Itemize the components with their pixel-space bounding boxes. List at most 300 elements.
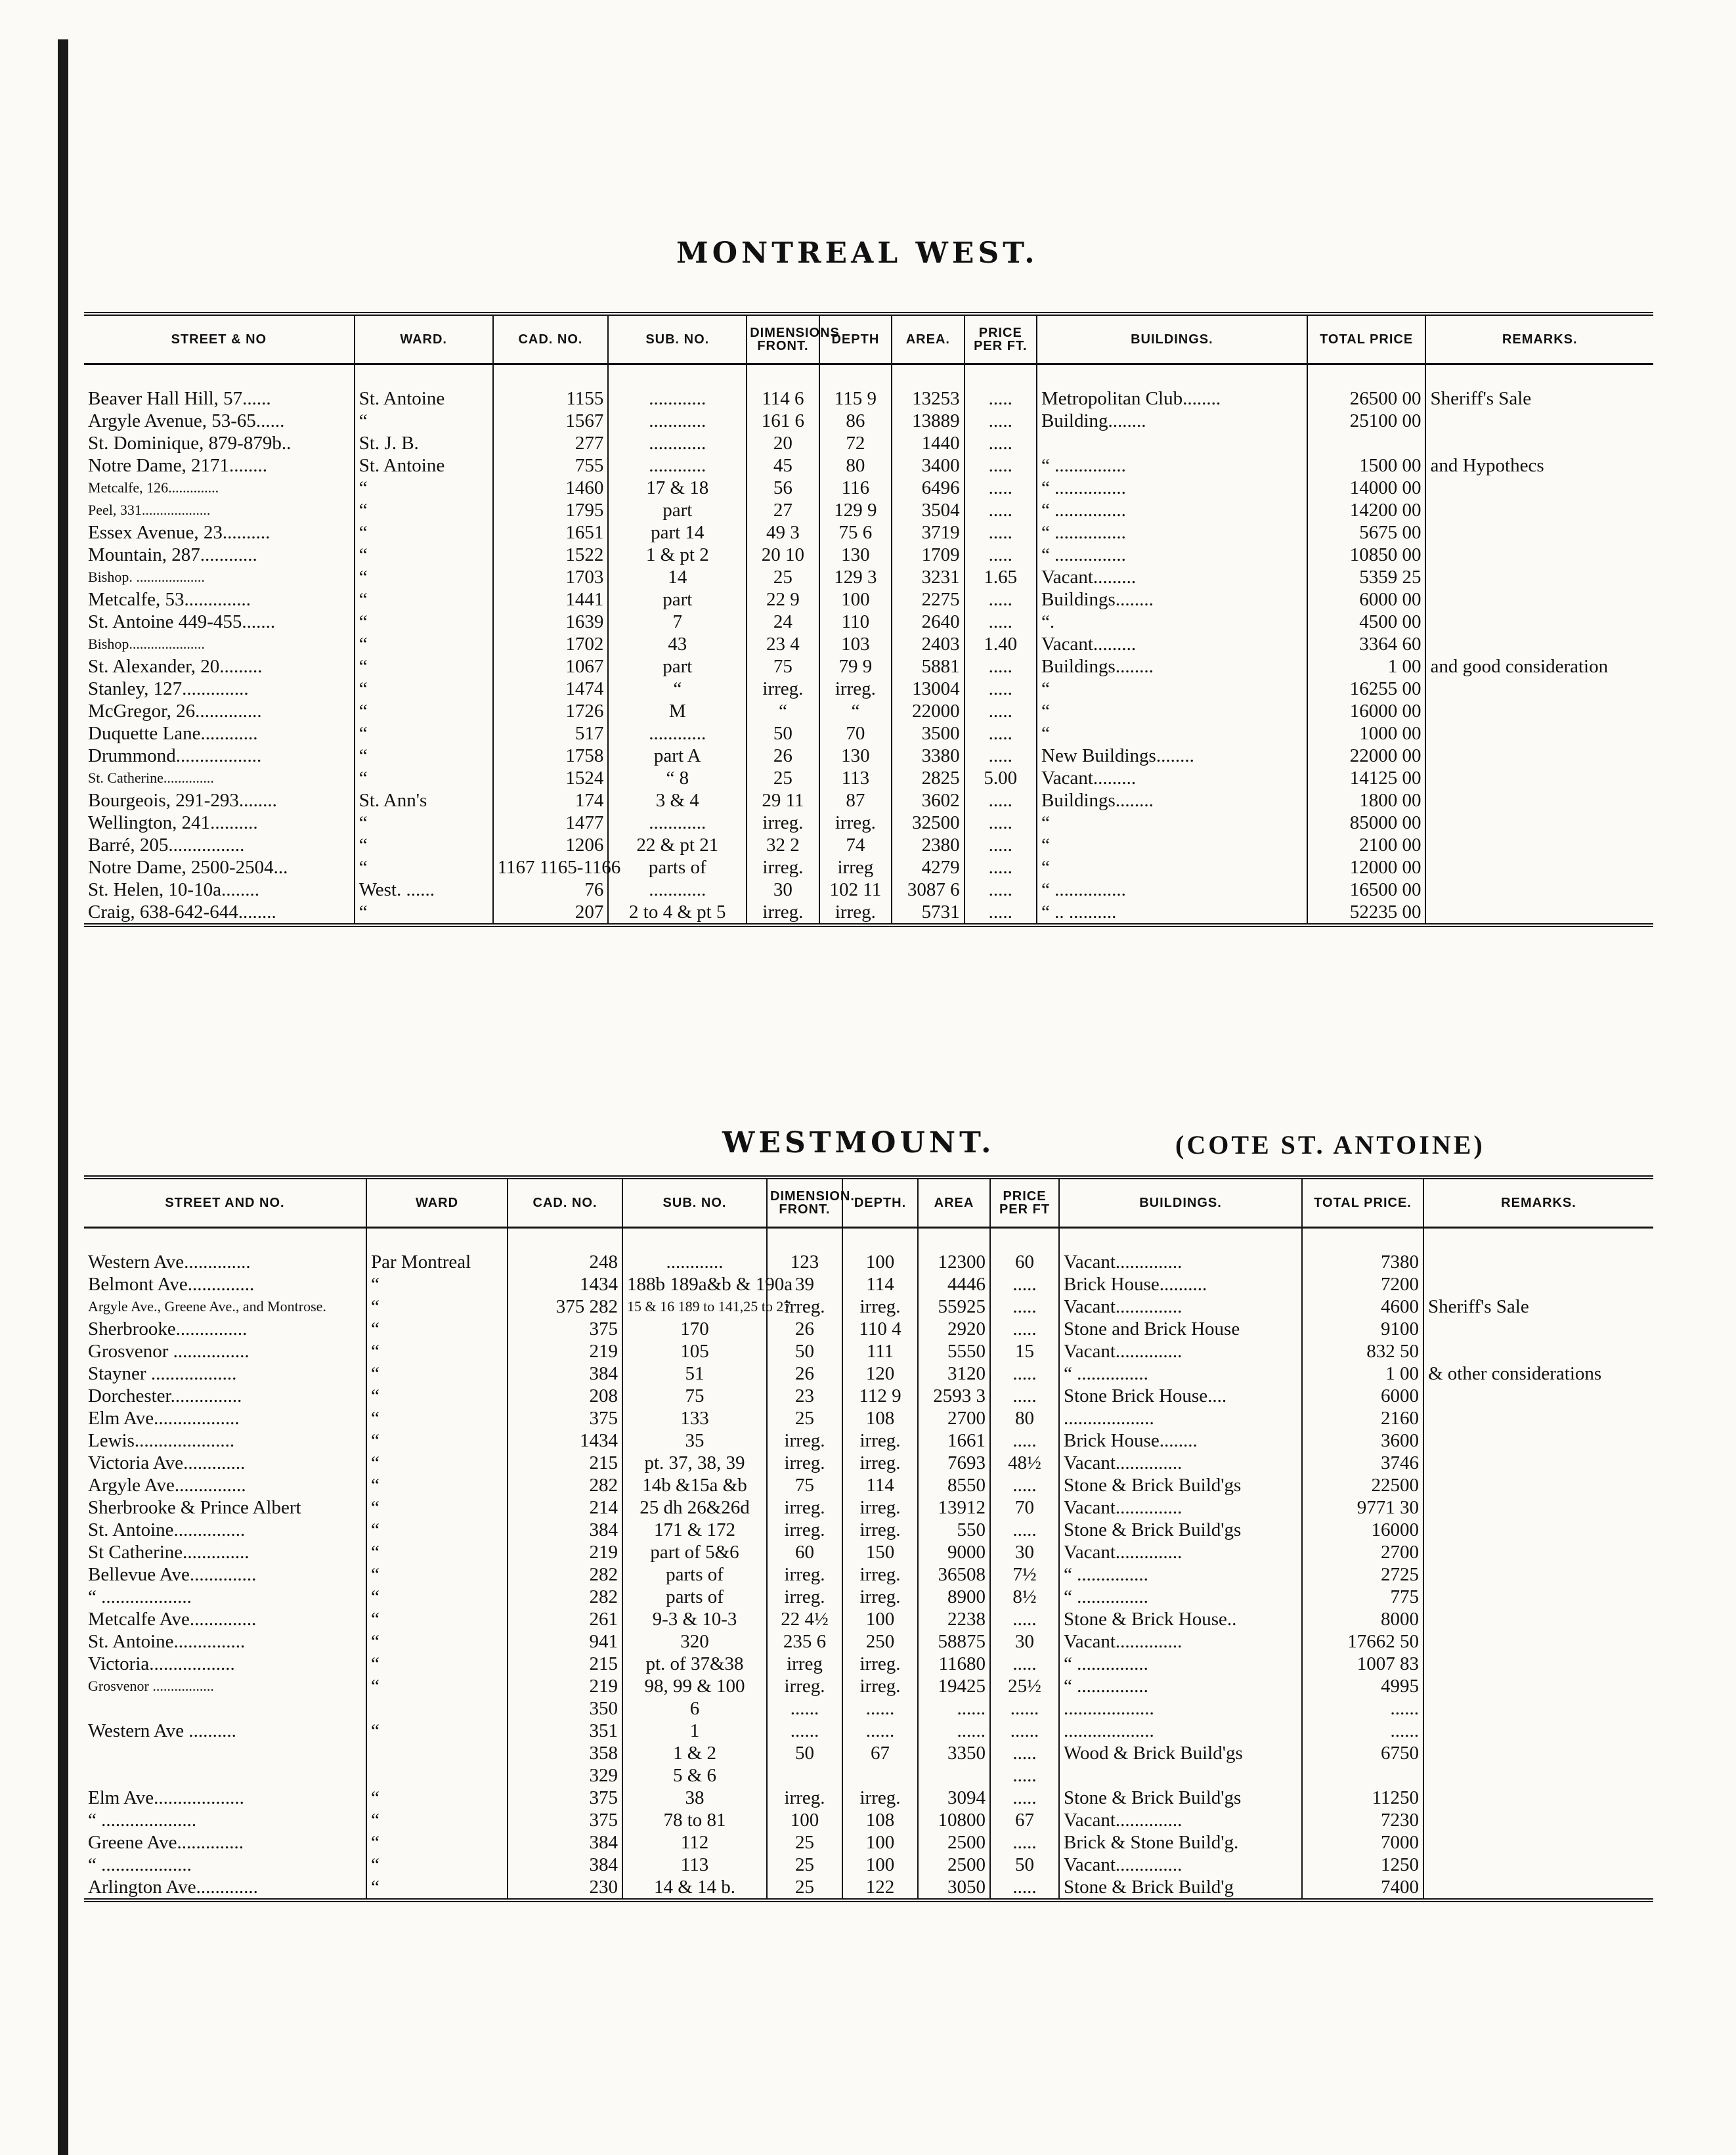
cell-remarks: [1423, 1407, 1653, 1429]
cell-cad-no: 282: [508, 1474, 622, 1496]
westmount-body: [84, 1228, 1653, 1901]
cell-cad-no: 358: [508, 1742, 622, 1764]
cell-total-price: 14000 00: [1307, 477, 1426, 499]
cell-buildings: “ ...............: [1059, 1653, 1302, 1675]
cell-front: “: [747, 700, 819, 722]
cell-total-price: 2700: [1302, 1541, 1423, 1563]
cell-street: Metcalfe, 126..............: [84, 477, 355, 499]
cell-area: 1661: [918, 1429, 990, 1452]
cell-price-per-ft: .....: [990, 1742, 1059, 1764]
cell-street: Peel, 331...................: [84, 499, 355, 521]
cell-buildings: “ ...............: [1059, 1675, 1302, 1697]
cell-price-per-ft: .....: [965, 432, 1037, 454]
cell-remarks: Sheriff's Sale: [1430, 388, 1532, 409]
cell-remarks: [1423, 1608, 1653, 1630]
cell-sub-no: M: [608, 700, 747, 722]
cell-area: 5881: [892, 655, 964, 678]
cell-street: Victoria..................: [84, 1653, 366, 1675]
cell-remarks: [1423, 1697, 1653, 1720]
cell-sub-no: 9-3 & 10-3: [622, 1608, 767, 1630]
cell-street: St. Alexander, 20.........: [84, 655, 355, 678]
cell-price-per-ft: .....: [990, 1831, 1059, 1854]
cell-buildings: Vacant..............: [1059, 1452, 1302, 1474]
cell-cad-no: 248: [508, 1251, 622, 1273]
cell-front: 26: [767, 1362, 842, 1385]
cell-front: irreg.: [747, 812, 819, 834]
cell-ward: “: [366, 1452, 508, 1474]
cell-area: 2640: [892, 611, 964, 633]
cell-sub-no: “: [608, 678, 747, 700]
cell-front: 56: [747, 477, 819, 499]
cell-total-price: 7400: [1302, 1876, 1423, 1900]
table-row: [84, 1385, 1653, 1407]
cell-depth: 122: [842, 1876, 918, 1900]
cell-remarks: [1423, 1764, 1653, 1787]
cell-area: 10800: [918, 1809, 990, 1831]
cell-cad-no: 375: [508, 1809, 622, 1831]
cell-remarks: [1423, 1429, 1653, 1452]
cell-cad-no: 277: [493, 432, 609, 454]
table-row: [84, 588, 1653, 611]
cell-ward: [366, 1742, 508, 1764]
cell-remarks: [1425, 432, 1653, 454]
cell-area: 1440: [892, 432, 964, 454]
cell-remarks: [1425, 767, 1653, 789]
cell-remarks: [1425, 901, 1653, 925]
spacer-row: [84, 364, 1653, 388]
table-row: [84, 521, 1653, 544]
cell-front: 30: [747, 879, 819, 901]
cell-price-per-ft: 30: [990, 1630, 1059, 1653]
cell-ward: “: [366, 1318, 508, 1340]
cell-total-price: 9100: [1302, 1318, 1423, 1340]
westmount-table: [84, 1175, 1653, 1902]
cell-sub-no: 105: [622, 1340, 767, 1362]
cell-total-price: 1500 00: [1307, 454, 1426, 477]
cell-remarks: and Hypothecs: [1430, 455, 1544, 476]
header-street: STREET AND NO.: [84, 1177, 366, 1228]
cell-depth: 120: [842, 1362, 918, 1385]
cell-street: Greene Ave..............: [84, 1831, 366, 1854]
cell-front: irreg.: [767, 1519, 842, 1541]
cell-street: Bishop.....................: [84, 633, 355, 655]
cell-front: 114 6: [747, 387, 819, 410]
table-row: [84, 1876, 1653, 1900]
cell-buildings: Vacant..............: [1059, 1295, 1302, 1318]
cell-street: Elm Ave...................: [84, 1787, 366, 1809]
cell-street: Western Ave ..........: [84, 1720, 366, 1742]
cell-buildings: “ ...............: [1037, 499, 1307, 521]
cell-price-per-ft: 30: [990, 1541, 1059, 1563]
cell-sub-no: ............: [608, 454, 747, 477]
cell-depth: irreg.: [819, 812, 892, 834]
cell-buildings: Stone and Brick House: [1059, 1318, 1302, 1340]
cell-sub-no: ............: [608, 722, 747, 745]
cell-price-per-ft: .....: [965, 387, 1037, 410]
header-remarks: REMARKS.: [1425, 314, 1653, 364]
cell-depth: “: [819, 700, 892, 722]
cell-price-per-ft: .....: [965, 722, 1037, 745]
cell-front: 50: [767, 1340, 842, 1362]
cell-sub-no: 98, 99 & 100: [622, 1675, 767, 1697]
header-buildings: BUILDINGS.: [1037, 314, 1307, 364]
cell-ward: “: [355, 745, 493, 767]
cell-cad-no: 76: [493, 879, 609, 901]
cell-cad-no: 174: [493, 789, 609, 812]
cell-total-price: 22500: [1302, 1474, 1423, 1496]
table-row: [84, 410, 1653, 432]
cell-cad-no: 214: [508, 1496, 622, 1519]
cell-sub-no: pt. 37, 38, 39: [622, 1452, 767, 1474]
table-row: [84, 901, 1653, 925]
cell-depth: 108: [842, 1809, 918, 1831]
header-price-per-ft: PRICE PER FT: [990, 1177, 1059, 1228]
header-cad-no: CAD. NO.: [508, 1177, 622, 1228]
cell-depth: 150: [842, 1541, 918, 1563]
cell-ward: “: [366, 1854, 508, 1876]
cell-front: ......: [767, 1697, 842, 1720]
cell-buildings: Brick & Stone Build'g.: [1059, 1831, 1302, 1854]
cell-total-price: 16500 00: [1307, 879, 1426, 901]
cell-cad-no: 384: [508, 1854, 622, 1876]
cell-depth: 110: [819, 611, 892, 633]
table-row: [84, 879, 1653, 901]
cell-remarks: [1425, 879, 1653, 901]
cell-cad-no: 215: [508, 1452, 622, 1474]
cell-total-price: 5675 00: [1307, 521, 1426, 544]
cell-buildings: Wood & Brick Build'gs: [1059, 1742, 1302, 1764]
cell-front: 25: [747, 767, 819, 789]
cell-street: [84, 1764, 366, 1787]
cell-remarks: [1425, 499, 1653, 521]
cell-cad-no: 1460: [493, 477, 609, 499]
cell-remarks: [1425, 856, 1653, 879]
cell-street: “ ....................: [84, 1809, 366, 1831]
cell-street: Notre Dame, 2171........: [84, 454, 355, 477]
cell-buildings: Brick House..........: [1059, 1273, 1302, 1295]
cell-depth: irreg.: [842, 1295, 918, 1318]
cell-price-per-ft: .....: [990, 1519, 1059, 1541]
cell-total-price: 3600: [1302, 1429, 1423, 1452]
cell-area: 55925: [918, 1295, 990, 1318]
cell-ward: “: [366, 1653, 508, 1675]
cell-cad-no: 375 282: [508, 1295, 622, 1318]
cell-ward: “: [366, 1295, 508, 1318]
cell-buildings: “ ...............: [1059, 1362, 1302, 1385]
table-row: [84, 633, 1653, 655]
cell-street: St. Dominique, 879-879b..: [84, 432, 355, 454]
cell-cad-no: 517: [493, 722, 609, 745]
cell-buildings: “: [1037, 834, 1307, 856]
cell-price-per-ft: .....: [990, 1653, 1059, 1675]
cell-street: Mountain, 287............: [84, 544, 355, 566]
cell-front: 23 4: [747, 633, 819, 655]
cell-ward: “: [366, 1273, 508, 1295]
table-row: [84, 1340, 1653, 1362]
cell-ward: “: [366, 1720, 508, 1742]
cell-remarks: [1423, 1720, 1653, 1742]
cell-front: 161 6: [747, 410, 819, 432]
cell-remarks: [1423, 1653, 1653, 1675]
cell-remarks: [1425, 477, 1653, 499]
cell-street: Sherbrooke & Prince Albert: [84, 1496, 366, 1519]
header-depth: DEPTH.: [842, 1177, 918, 1228]
cell-street: Argyle Ave...............: [84, 1474, 366, 1496]
table-row: [84, 789, 1653, 812]
cell-price-per-ft: .....: [990, 1362, 1059, 1385]
table-row: [84, 655, 1653, 678]
cell-street: Lewis.....................: [84, 1429, 366, 1452]
cell-buildings: Vacant..............: [1059, 1496, 1302, 1519]
cell-remarks: [1423, 1787, 1653, 1809]
cell-front: 29 11: [747, 789, 819, 812]
table-row: [84, 566, 1653, 588]
cell-street: Grosvenor ................: [84, 1340, 366, 1362]
cell-remarks: [1423, 1452, 1653, 1474]
table-row: [84, 1429, 1653, 1452]
cell-area: 3087 6: [892, 879, 964, 901]
cell-ward: “: [366, 1496, 508, 1519]
cell-front: irreg.: [767, 1563, 842, 1586]
cell-total-price: 3364 60: [1307, 633, 1426, 655]
cell-total-price: 22000 00: [1307, 745, 1426, 767]
cell-front: 39: [767, 1273, 842, 1295]
cell-sub-no: 171 & 172: [622, 1519, 767, 1541]
cell-sub-no: ............: [608, 387, 747, 410]
cell-cad-no: 375: [508, 1407, 622, 1429]
cell-cad-no: 1155: [493, 387, 609, 410]
cell-depth: irreg.: [842, 1563, 918, 1586]
cell-total-price: 7200: [1302, 1273, 1423, 1295]
cell-front: irreg: [767, 1653, 842, 1675]
cell-price-per-ft: .....: [965, 611, 1037, 633]
cell-buildings: Stone Brick House....: [1059, 1385, 1302, 1407]
cell-remarks: [1425, 789, 1653, 812]
cell-depth: 86: [819, 410, 892, 432]
cell-area: 11680: [918, 1653, 990, 1675]
table-row: [84, 812, 1653, 834]
cell-street: Stayner ..................: [84, 1362, 366, 1385]
cell-sub-no: parts of: [608, 856, 747, 879]
cell-front: irreg.: [767, 1452, 842, 1474]
cell-buildings: Buildings........: [1037, 789, 1307, 812]
cell-area: 2500: [918, 1854, 990, 1876]
cell-cad-no: 208: [508, 1385, 622, 1407]
cell-depth: 103: [819, 633, 892, 655]
cell-area: 2403: [892, 633, 964, 655]
cell-total-price: 832 50: [1302, 1340, 1423, 1362]
cell-cad-no: 375: [508, 1787, 622, 1809]
cell-ward: [366, 1764, 508, 1787]
cell-street: Belmont Ave..............: [84, 1273, 366, 1295]
cell-cad-no: 219: [508, 1541, 622, 1563]
table-row: [84, 834, 1653, 856]
cell-street: Argyle Ave., Greene Ave., and Montrose.: [84, 1295, 366, 1318]
cell-remarks: [1423, 1630, 1653, 1653]
cell-street: “ ...................: [84, 1854, 366, 1876]
cell-area: 2920: [918, 1318, 990, 1340]
cell-buildings: Brick House........: [1059, 1429, 1302, 1452]
cell-street: McGregor, 26..............: [84, 700, 355, 722]
cell-ward: “: [366, 1385, 508, 1407]
cell-front: 49 3: [747, 521, 819, 544]
cell-sub-no: 6: [622, 1697, 767, 1720]
cell-depth: 70: [819, 722, 892, 745]
cell-front: irreg.: [767, 1675, 842, 1697]
cell-ward: “: [366, 1519, 508, 1541]
cell-remarks: [1423, 1742, 1653, 1764]
cell-area: 3400: [892, 454, 964, 477]
cell-price-per-ft: 67: [990, 1809, 1059, 1831]
table-row: [84, 432, 1653, 454]
cell-buildings: Buildings........: [1037, 588, 1307, 611]
table-row: [84, 1787, 1653, 1809]
cell-front: 25: [767, 1876, 842, 1900]
cell-depth: 87: [819, 789, 892, 812]
cell-buildings: Vacant..............: [1059, 1854, 1302, 1876]
cell-sub-no: 78 to 81: [622, 1809, 767, 1831]
cell-price-per-ft: .....: [965, 678, 1037, 700]
page-binding-edge: [58, 39, 68, 2155]
spacer-row: [84, 1228, 1653, 1252]
cell-sub-no: pt. of 37&38: [622, 1653, 767, 1675]
cell-remarks: [1423, 1385, 1653, 1407]
montreal-west-header-row: [84, 314, 1653, 364]
montreal-west-table: [84, 312, 1653, 927]
cell-sub-no: 17 & 18: [608, 477, 747, 499]
cell-price-per-ft: 1.40: [965, 633, 1037, 655]
cell-area: 3350: [918, 1742, 990, 1764]
table-row: [84, 678, 1653, 700]
cell-ward: “: [366, 1362, 508, 1385]
cell-buildings: Vacant.........: [1037, 633, 1307, 655]
cell-front: irreg.: [747, 678, 819, 700]
cell-buildings: “: [1037, 700, 1307, 722]
cell-total-price: 2160: [1302, 1407, 1423, 1429]
cell-price-per-ft: ......: [990, 1697, 1059, 1720]
header-front: DIMENSIONS FRONT.: [747, 314, 819, 364]
cell-front: 22 4½: [767, 1608, 842, 1630]
cell-area: 3231: [892, 566, 964, 588]
cell-ward: “: [366, 1630, 508, 1653]
cell-price-per-ft: .....: [965, 477, 1037, 499]
cell-cad-no: 350: [508, 1697, 622, 1720]
cell-price-per-ft: .....: [990, 1787, 1059, 1809]
cell-area: 2700: [918, 1407, 990, 1429]
cell-remarks: [1423, 1854, 1653, 1876]
cell-ward: St. Antoine: [355, 454, 493, 477]
cell-total-price: [1302, 1764, 1423, 1787]
cell-sub-no: 113: [622, 1854, 767, 1876]
cell-cad-no: 1477: [493, 812, 609, 834]
table-row: [84, 1273, 1653, 1295]
cell-ward: “: [355, 588, 493, 611]
cell-depth: irreg.: [842, 1653, 918, 1675]
cell-ward: “: [355, 655, 493, 678]
cell-buildings: Metropolitan Club........: [1037, 387, 1307, 410]
cell-price-per-ft: 5.00: [965, 767, 1037, 789]
cell-street: Bourgeois, 291-293........: [84, 789, 355, 812]
table-row: [84, 499, 1653, 521]
cell-ward: “: [355, 477, 493, 499]
cell-area: 13912: [918, 1496, 990, 1519]
cell-remarks: [1423, 1809, 1653, 1831]
cell-sub-no: 5 & 6: [622, 1764, 767, 1787]
cell-buildings: “ ...............: [1037, 544, 1307, 566]
cell-ward: “: [355, 722, 493, 745]
cell-cad-no: 755: [493, 454, 609, 477]
cell-sub-no: 170: [622, 1318, 767, 1340]
cell-buildings: “: [1037, 812, 1307, 834]
cell-sub-no: 14b &15a &b: [622, 1474, 767, 1496]
cell-front: 22 9: [747, 588, 819, 611]
cell-cad-no: 1567: [493, 410, 609, 432]
cell-ward: St. J. B.: [355, 432, 493, 454]
cell-depth: 80: [819, 454, 892, 477]
cell-depth: 114: [842, 1273, 918, 1295]
cell-cad-no: 1726: [493, 700, 609, 722]
cell-total-price: ......: [1302, 1720, 1423, 1742]
cell-total-price: 16000 00: [1307, 700, 1426, 722]
cell-area: [918, 1764, 990, 1787]
cell-depth: irreg.: [842, 1452, 918, 1474]
cell-sub-no: “ 8: [608, 767, 747, 789]
table-row: [84, 1295, 1653, 1318]
cell-depth: irreg.: [842, 1496, 918, 1519]
cell-remarks: [1423, 1541, 1653, 1563]
cell-sub-no: 1 & 2: [622, 1742, 767, 1764]
cell-front: 235 6: [767, 1630, 842, 1653]
cell-depth: 114: [842, 1474, 918, 1496]
cell-remarks: [1423, 1831, 1653, 1854]
cell-sub-no: 43: [608, 633, 747, 655]
header-total-price: TOTAL PRICE: [1307, 314, 1426, 364]
cell-total-price: 16000: [1302, 1519, 1423, 1541]
header-cad-no: CAD. NO.: [493, 314, 609, 364]
cell-street: Metcalfe Ave..............: [84, 1608, 366, 1630]
cell-cad-no: 1474: [493, 678, 609, 700]
cell-sub-no: 14 & 14 b.: [622, 1876, 767, 1900]
cell-street: Wellington, 241..........: [84, 812, 355, 834]
table-row: [84, 745, 1653, 767]
cell-depth: 129 3: [819, 566, 892, 588]
cell-total-price: 8000: [1302, 1608, 1423, 1630]
cell-total-price: [1307, 432, 1426, 454]
cell-price-per-ft: .....: [990, 1273, 1059, 1295]
cell-front: irreg.: [767, 1586, 842, 1608]
cell-front: 75: [747, 655, 819, 678]
montreal-west-title: MONTREAL WEST.: [676, 236, 1039, 270]
cell-remarks: [1425, 544, 1653, 566]
cell-remarks: [1425, 834, 1653, 856]
cell-cad-no: 384: [508, 1362, 622, 1385]
cell-ward: “: [366, 1586, 508, 1608]
cell-area: 3050: [918, 1876, 990, 1900]
cell-depth: 250: [842, 1630, 918, 1653]
table-row: [84, 1318, 1653, 1340]
cell-total-price: 2100 00: [1307, 834, 1426, 856]
cell-sub-no: 2 to 4 & pt 5: [608, 901, 747, 925]
cell-sub-no: 1 & pt 2: [608, 544, 747, 566]
cell-remarks: [1423, 1251, 1653, 1273]
cell-ward: “: [355, 856, 493, 879]
cell-ward: “: [355, 812, 493, 834]
cell-street: St Catherine..............: [84, 1541, 366, 1563]
cell-sub-no: ............: [608, 812, 747, 834]
cell-sub-no: ............: [622, 1251, 767, 1273]
cell-buildings: ...................: [1059, 1407, 1302, 1429]
cell-buildings: Vacant..............: [1059, 1251, 1302, 1273]
